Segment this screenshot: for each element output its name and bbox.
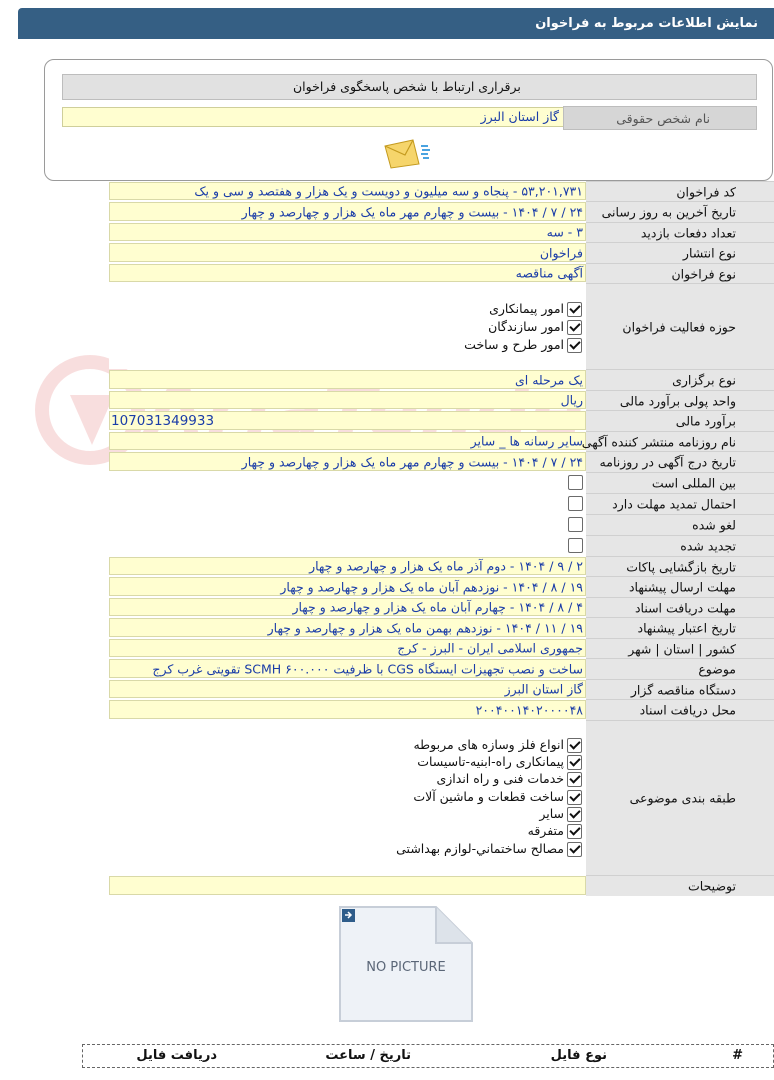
last-update-label: تاریخ آخرین به روز رسانی xyxy=(586,201,774,222)
col-download: دریافت فایل xyxy=(136,1048,217,1063)
row-visits xyxy=(0,222,774,242)
code-label: کد فراخوان xyxy=(586,181,774,201)
col-datetime: تاریخ / ساعت xyxy=(325,1048,411,1063)
docs-place-value: ۲۰۰۴۰۰۱۴۰۲۰۰۰۰۴۸ xyxy=(109,700,586,719)
last-update-value: ۲۴ / ۷ / ۱۴۰۴ - بیست و چهارم مهر ماه یک هزار و چهارصد و چهار xyxy=(109,202,586,221)
activity-checkbox[interactable] xyxy=(567,338,582,353)
renewed-label: تجدید شده xyxy=(586,535,774,556)
validity-label: تاریخ اعتبار پیشنهاد xyxy=(586,617,774,638)
location-value: جمهوری اسلامی ایران - البرز - کرج xyxy=(109,639,586,657)
subject-value: ساخت و نصب تجهیزات ایستگاه CGS با ظرفیت SCMH ۶۰۰.۰۰۰ تقویتی غرب کرج xyxy=(109,659,586,678)
row-categories: طبقه بندی موضوعی انواع فلز وسازه های مربوطه پیمانکاری راه-ابنیه-تاسیسات خدمات فنی و راه اندازی ساخت قطعات و ماشین آلات سایر متفرقه مصالح ساختماني-لوازم بهداشتی xyxy=(0,720,774,875)
docs-deadline-label: مهلت دریافت اسناد xyxy=(586,597,774,617)
row-international xyxy=(0,472,774,493)
contact-title: برقراری ارتباط با شخص پاسخگوی فراخوان xyxy=(62,74,757,100)
call-type-label: نوع فراخوان xyxy=(586,263,774,283)
submit-deadline-value: ۱۹ / ۸ / ۱۴۰۴ - نوزدهم آبان ماه یک هزار و چهارصد و چهار xyxy=(109,577,586,596)
category-checkbox[interactable] xyxy=(567,824,582,839)
activity-checkbox[interactable] xyxy=(567,302,582,317)
category-checkbox[interactable] xyxy=(567,842,582,857)
row-activity: حوزه فعالیت فراخوان امور پیمانکاری امور سازندگان امور طرح و ساخت xyxy=(0,283,774,369)
publish-type-value: فراخوان xyxy=(109,243,586,262)
row-subject xyxy=(0,658,774,679)
validity-value: ۱۹ / ۱۱ / ۱۴۰۴ - نوزدهم بهمن ماه یک هزار و چهارصد و چهار xyxy=(109,618,586,637)
activity-checkbox[interactable] xyxy=(567,320,582,335)
page-title: نمایش اطلاعات مربوط به فراخوان xyxy=(535,16,758,31)
row-submit-deadline xyxy=(0,576,774,597)
no-picture-icon xyxy=(336,903,476,1025)
row-description xyxy=(0,875,774,896)
code-value: ۵۳,۲۰۱,۷۳۱ - پنجاه و سه میلیون و دویست و یک هزار و هفتصد و سی و یک xyxy=(109,182,586,200)
newspaper-value: سایر رسانه ها _ سایر xyxy=(109,432,586,450)
currency-label: واحد پولی برآورد مالی xyxy=(586,390,774,410)
svg-text:NO PICTURE: NO PICTURE xyxy=(366,960,446,975)
row-estimate xyxy=(0,410,774,431)
submit-deadline-label: مهلت ارسال پیشنهاد xyxy=(586,576,774,597)
organizer-label: دستگاه مناقصه گزار xyxy=(586,679,774,699)
newspaper-label: نام روزنامه منتشر کننده آگهی xyxy=(586,431,774,451)
category-checkbox[interactable] xyxy=(567,807,582,822)
envelope-icon[interactable] xyxy=(383,136,431,170)
row-last-update xyxy=(0,201,774,222)
extension-label: احتمال تمدید مهلت دارد xyxy=(586,493,774,514)
call-type-value: آگهی مناقصه xyxy=(109,264,586,282)
renewed-checkbox[interactable] xyxy=(568,538,583,553)
contact-box xyxy=(44,59,773,181)
category-checkbox[interactable] xyxy=(567,755,582,770)
col-index: # xyxy=(732,1048,743,1063)
legal-name-value: گاز استان البرز xyxy=(62,107,564,127)
row-holding-type xyxy=(0,369,774,390)
category-checkbox[interactable] xyxy=(567,738,582,753)
holding-type-label: نوع برگزاری xyxy=(586,369,774,390)
publish-type-label: نوع انتشار xyxy=(586,242,774,263)
international-label: بین المللی است xyxy=(586,472,774,493)
international-checkbox[interactable] xyxy=(568,475,583,490)
legal-name-label: نام شخص حقوقی xyxy=(563,106,757,130)
row-renewed xyxy=(0,535,774,556)
docs-deadline-value: ۴ / ۸ / ۱۴۰۴ - چهارم آبان ماه یک هزار و چهارصد و چهار xyxy=(109,598,586,616)
cancelled-checkbox[interactable] xyxy=(568,517,583,532)
description-label: توضیحات xyxy=(586,875,774,896)
row-newspaper-date xyxy=(0,451,774,472)
newspaper-date-label: تاریخ درج آگهی در روزنامه xyxy=(586,451,774,472)
row-newspaper xyxy=(0,431,774,451)
location-label: کشور | استان | شهر xyxy=(586,638,774,658)
row-publish-type xyxy=(0,242,774,263)
description-value xyxy=(109,876,586,895)
activity-label: حوزه فعالیت فراخوان xyxy=(586,283,774,369)
visits-label: تعداد دفعات بازدید xyxy=(586,222,774,242)
docs-place-label: محل دریافت اسناد xyxy=(586,699,774,720)
opening-date-value: ۲ / ۹ / ۱۴۰۴ - دوم آذر ماه یک هزار و چهارصد و چهار xyxy=(109,557,586,575)
row-docs-place xyxy=(0,699,774,720)
row-currency xyxy=(0,390,774,410)
row-call-type xyxy=(0,263,774,283)
row-organizer xyxy=(0,679,774,699)
newspaper-date-value: ۲۴ / ۷ / ۱۴۰۴ - بیست و چهارم مهر ماه یک هزار و چهارصد و چهار xyxy=(109,452,586,471)
row-cancelled xyxy=(0,514,774,535)
cancelled-label: لغو شده xyxy=(586,514,774,535)
col-file-type: نوع فایل xyxy=(550,1048,607,1063)
row-docs-deadline xyxy=(0,597,774,617)
estimate-label: برآورد مالی xyxy=(586,410,774,431)
row-extension xyxy=(0,493,774,514)
currency-value: ریال xyxy=(109,391,586,409)
row-validity xyxy=(0,617,774,638)
holding-type-value: یک مرحله ای xyxy=(109,370,586,389)
estimate-value: 107031349933 xyxy=(109,411,586,430)
categories-label: طبقه بندی موضوعی xyxy=(586,720,774,875)
page-header xyxy=(18,8,774,39)
row-code xyxy=(0,181,774,201)
extension-checkbox[interactable] xyxy=(568,496,583,511)
category-checkbox[interactable] xyxy=(567,772,582,787)
row-opening-date xyxy=(0,556,774,576)
files-table-header xyxy=(82,1044,774,1068)
visits-value: ۳ - سه xyxy=(109,223,586,241)
organizer-value: گاز استان البرز xyxy=(109,680,586,698)
category-checkbox[interactable] xyxy=(567,790,582,805)
subject-label: موضوع xyxy=(586,658,774,679)
row-location xyxy=(0,638,774,658)
opening-date-label: تاریخ بازگشایی پاکات xyxy=(586,556,774,576)
